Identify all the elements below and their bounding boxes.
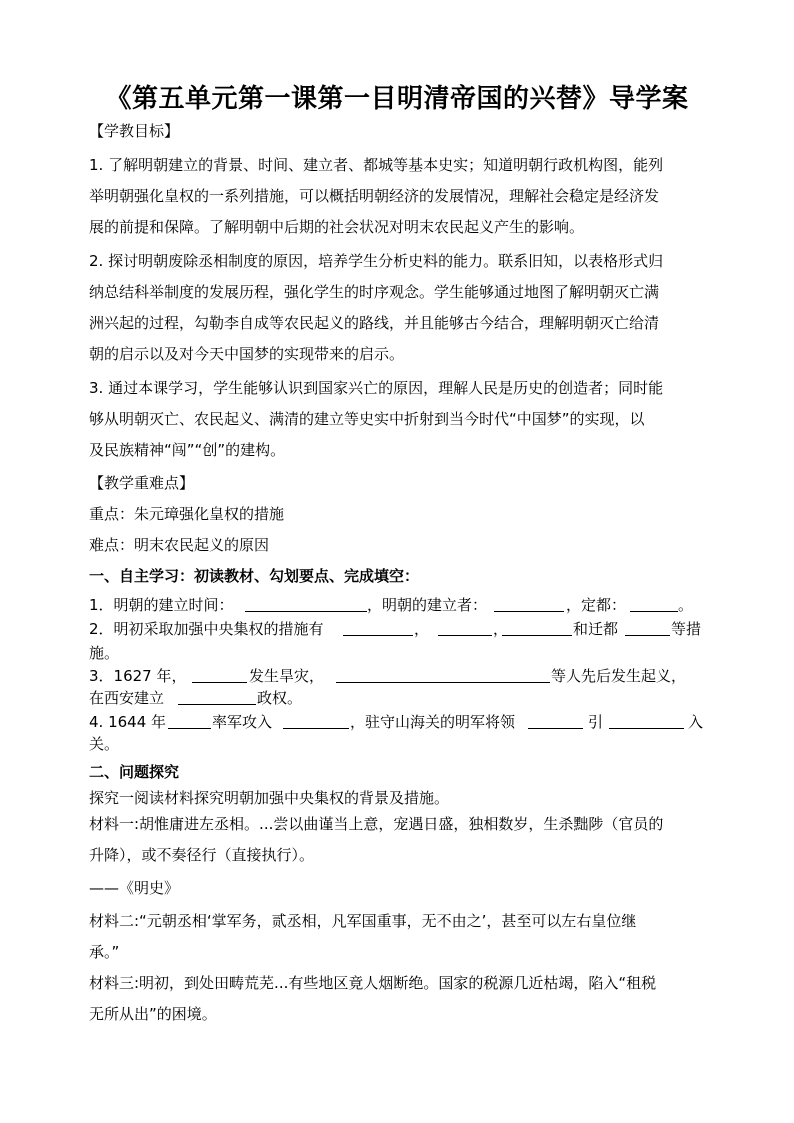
q4-text-f: 关。 xyxy=(89,735,120,753)
q2-blank-3[interactable] xyxy=(502,635,572,636)
material-2-line-1: 材料二:“元朝丞相‘掌军务，贰丞相，凡军国重事，无不由之’，甚至可以左右皇位继 xyxy=(89,912,637,930)
objective-2-line-3: 洲兴起的过程，勾勒李自成等农民起义的路线，并且能够古今结合，理解明朝灭亡给清 xyxy=(89,314,660,332)
q2-blank-1[interactable] xyxy=(343,635,413,636)
q2-text-f: 施。 xyxy=(89,644,120,662)
section-1-heading: 一、自主学习：初读教材、勾划要点、完成填空： xyxy=(89,567,420,585)
q4-text-d: 引 xyxy=(588,713,604,731)
objective-1-line-1: 1. 了解明朝建立的背景、时间、建立者、都城等基本史实；知道明朝行政机构图，能列 xyxy=(89,156,664,174)
q1-blank-time[interactable] xyxy=(245,611,367,612)
section-objectives-heading: 【学教目标】 xyxy=(89,122,180,140)
q2-text-d: 和迁都 xyxy=(573,620,619,638)
objective-3-line-1: 3. 通过本课学习，学生能够认识到国家兴亡的原因，理解人民是历史的创造者；同时能 xyxy=(89,379,664,397)
objective-1-line-2: 举明朝强化皇权的一系列措施，可以概括明朝经济的发展情况，理解社会稳定是经济发 xyxy=(89,187,660,205)
q2-text-c: ， xyxy=(493,620,509,638)
q3-text-d: 在西安建立 xyxy=(89,689,165,707)
q1-blank-capital[interactable] xyxy=(630,611,678,612)
q3-text-e: 政权。 xyxy=(257,689,303,707)
q2-text-a: 2．明初采取加强中央集权的措施有 xyxy=(89,620,324,638)
material-1-source: ——《明史》 xyxy=(89,879,180,897)
q4-text-c: ，驻守山海关的明军将领 xyxy=(350,713,516,731)
q3-text-c: 等人先后发生起义， xyxy=(551,667,687,685)
objective-3-line-3: 及民族精神“闯”“创”的建构。 xyxy=(89,441,286,459)
q1-text-d: 。 xyxy=(678,596,694,614)
inquiry-1: 探究一阅读材料探究明朝加强中央集权的背景及措施。 xyxy=(89,789,450,807)
q2-blank-4[interactable] xyxy=(625,635,670,636)
q1-text-b: ，明朝的建立者： xyxy=(367,596,488,614)
q3-text-a: 3．1627 年， xyxy=(89,667,187,685)
q1-text-a: 1．明朝的建立时间： xyxy=(89,596,234,614)
q4-blank-leader[interactable] xyxy=(168,728,211,729)
q3-blank-leaders[interactable] xyxy=(336,682,550,683)
objective-2-line-4: 朝的启示以及对今天中国梦的实现带来的启示。 xyxy=(89,345,405,363)
objective-1-line-3: 展的前提和保障。了解明朝中后期的社会状况对明末农民起义产生的影响。 xyxy=(89,218,585,236)
q3-blank-regime[interactable] xyxy=(178,704,256,705)
document-title: 《第五单元第一课第一目明清帝国的兴替》导学案 xyxy=(105,84,689,114)
q4-text-e: 入 xyxy=(688,713,704,731)
material-1-line-1: 材料一:胡惟庸进左丞相。...尝以曲谨当上意，宠遇日盛，独相数岁，生杀黜陟（官员的 xyxy=(89,815,664,833)
q1-blank-founder[interactable] xyxy=(494,611,564,612)
q4-blank-invader[interactable] xyxy=(609,728,684,729)
material-3-line-1: 材料三:明初，到处田畴荒芜...有些地区竟人烟断绝。国家的税源几近枯竭，陷入“租税 xyxy=(89,974,657,992)
q2-text-b: ， xyxy=(414,620,430,638)
objective-2-line-1: 2. 探讨明朝废除丞相制度的原因，培养学生分析史料的能力。联系旧知，以表格形式归 xyxy=(89,252,664,270)
q4-blank-general[interactable] xyxy=(528,728,583,729)
q3-blank-place[interactable] xyxy=(192,682,247,683)
difficult-point: 难点：明末农民起义的原因 xyxy=(89,536,270,554)
q4-text-b: 率军攻入 xyxy=(212,713,273,731)
q4-text-a: 4. 1644 年 xyxy=(89,713,167,731)
objective-3-line-2: 够从明朝灭亡、农民起义、满清的建立等史实中折射到当今时代“中国梦”的实现，以 xyxy=(89,410,645,428)
section-keypoints-heading: 【教学重难点】 xyxy=(89,474,195,492)
q2-blank-2[interactable] xyxy=(438,635,492,636)
material-1-line-2: 升降），或不奏径行（直接执行）。 xyxy=(89,846,315,864)
key-point: 重点：朱元璋强化皇权的措施 xyxy=(89,505,285,523)
q4-blank-city[interactable] xyxy=(283,728,349,729)
q1-text-c: ，定都： xyxy=(566,596,627,614)
material-3-line-2: 无所从出”的困境。 xyxy=(89,1005,217,1023)
material-2-line-2: 承。” xyxy=(89,943,120,961)
q2-text-e: 等措 xyxy=(671,620,702,638)
q3-text-b: 发生旱灾， xyxy=(249,667,325,685)
objective-2-line-2: 纳总结科举制度的发展历程，强化学生的时序观念。学生能够通过地图了解明朝灭亡满 xyxy=(89,283,660,301)
section-2-heading: 二、问题探究 xyxy=(89,763,180,781)
